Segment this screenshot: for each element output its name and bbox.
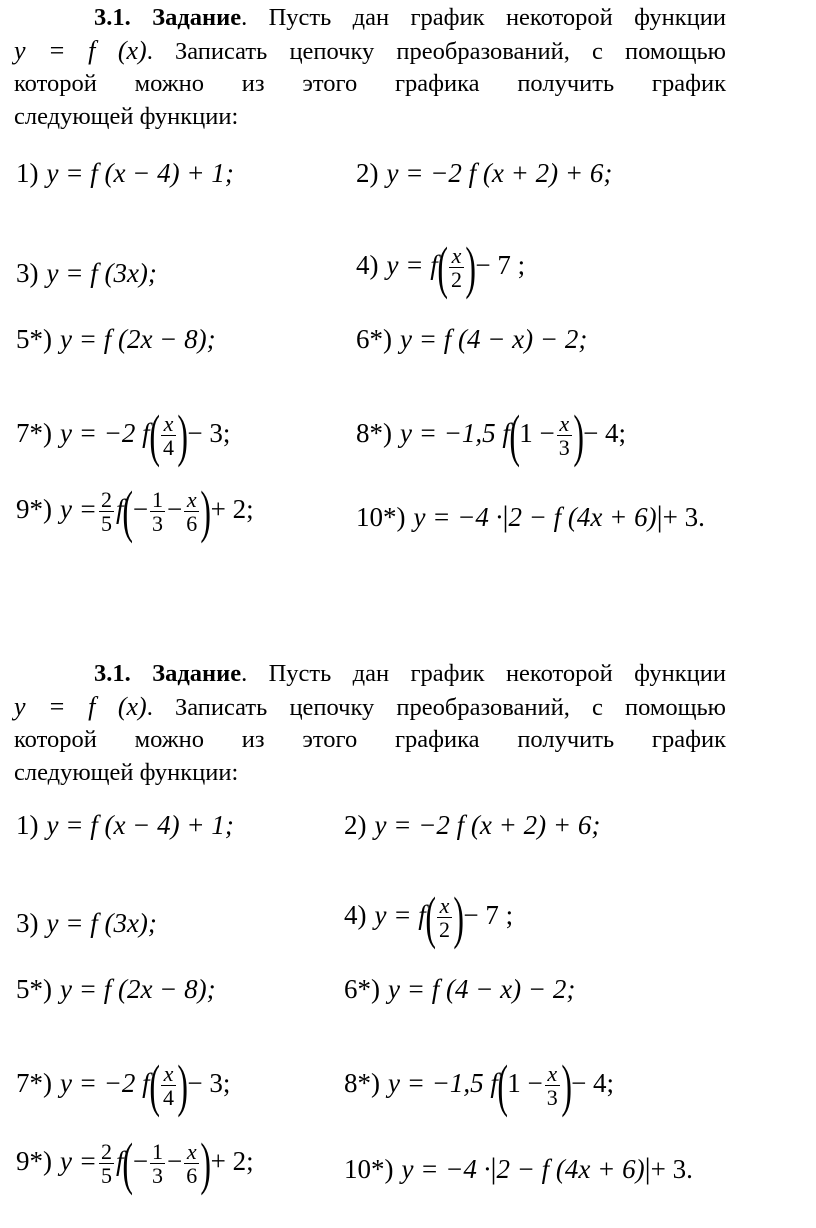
task-intro bbox=[14, 658, 726, 789]
exercise-7: 7*) y = −2 f( $\frac{x}{4}$ )− 3; bbox=[16, 1052, 231, 1118]
exercise-2: 2) y = −2 f (x + 2) + 6; bbox=[344, 810, 601, 840]
intro-text-2: . Записать цепочку преобразований, с помощью bbox=[146, 693, 726, 721]
intro-function: y = f (x) bbox=[14, 691, 147, 721]
exercise-6: 6*) y = f (4 − x) − 2; bbox=[356, 324, 588, 354]
exercise-3: 3) y = f (3x); bbox=[16, 908, 157, 938]
intro-function: y = f (x) bbox=[14, 35, 147, 65]
intro-text-1: . Пусть дан график некоторой функции bbox=[241, 660, 727, 687]
task-label: Задание bbox=[152, 660, 242, 687]
intro-text-4: следующей функции: bbox=[14, 102, 239, 130]
intro-text-1: . Пусть дан график некоторой функции bbox=[241, 4, 727, 31]
exercise-8: 8*) y = −1,5 f(1 − $\frac{x}{3}$ )− 4; bbox=[344, 1052, 615, 1118]
intro-text-3: которой можно из этого графика получить график bbox=[14, 70, 726, 97]
exercise-6: 6*) y = f (4 − x) − 2; bbox=[344, 974, 576, 1004]
exercise-3: 3) y = f (3x); bbox=[16, 258, 157, 288]
exercise-2: 2) y = −2 f (x + 2) + 6; bbox=[356, 158, 613, 188]
exercise-5: 5*) y = f (2x − 8); bbox=[16, 974, 216, 1004]
intro-text-2: . Записать цепочку преобразований, с помощью bbox=[146, 37, 726, 65]
exercise-7: 7*) y = −2 f( $\frac{x}{4}$ )− 3; bbox=[16, 402, 231, 468]
task-label: Задание bbox=[152, 4, 242, 31]
intro-text-4: следующей функции: bbox=[14, 758, 239, 786]
exercise-10: 10*) y = −4 ·|2 − f (4x + 6)|+ 3. bbox=[344, 1152, 693, 1185]
exercise-9: 9*) y = $\frac{2}{5}$ f(− $\frac{1}{3}$ − $\frac{x}{6}$ )+ 2; bbox=[16, 1130, 254, 1196]
exercise-1: 1) y = f (x − 4) + 1; bbox=[16, 810, 234, 840]
exercise-4: 4) y = f( $\frac{x}{2}$ )− 7 ; bbox=[344, 884, 514, 950]
exercise-8: 8*) y = −1,5 f(1 − $\frac{x}{3}$ )− 4; bbox=[356, 402, 627, 468]
exercise-10: 10*) y = −4 ·|2 − f (4x + 6)|+ 3. bbox=[356, 500, 705, 533]
intro-text-3: которой можно из этого графика получить график bbox=[14, 726, 726, 753]
task-number: 3.1. bbox=[94, 4, 131, 31]
exercise-4: 4) y = f( $\frac{x}{2}$ )− 7 ; bbox=[356, 234, 526, 300]
exercise-5: 5*) y = f (2x − 8); bbox=[16, 324, 216, 354]
task-intro bbox=[14, 2, 726, 133]
task-number: 3.1. bbox=[94, 660, 131, 687]
exercise-1: 1) y = f (x − 4) + 1; bbox=[16, 158, 234, 188]
exercise-9: 9*) y = $\frac{2}{5}$ f(− $\frac{1}{3}$ − $\frac{x}{6}$ )+ 2; bbox=[16, 478, 254, 544]
